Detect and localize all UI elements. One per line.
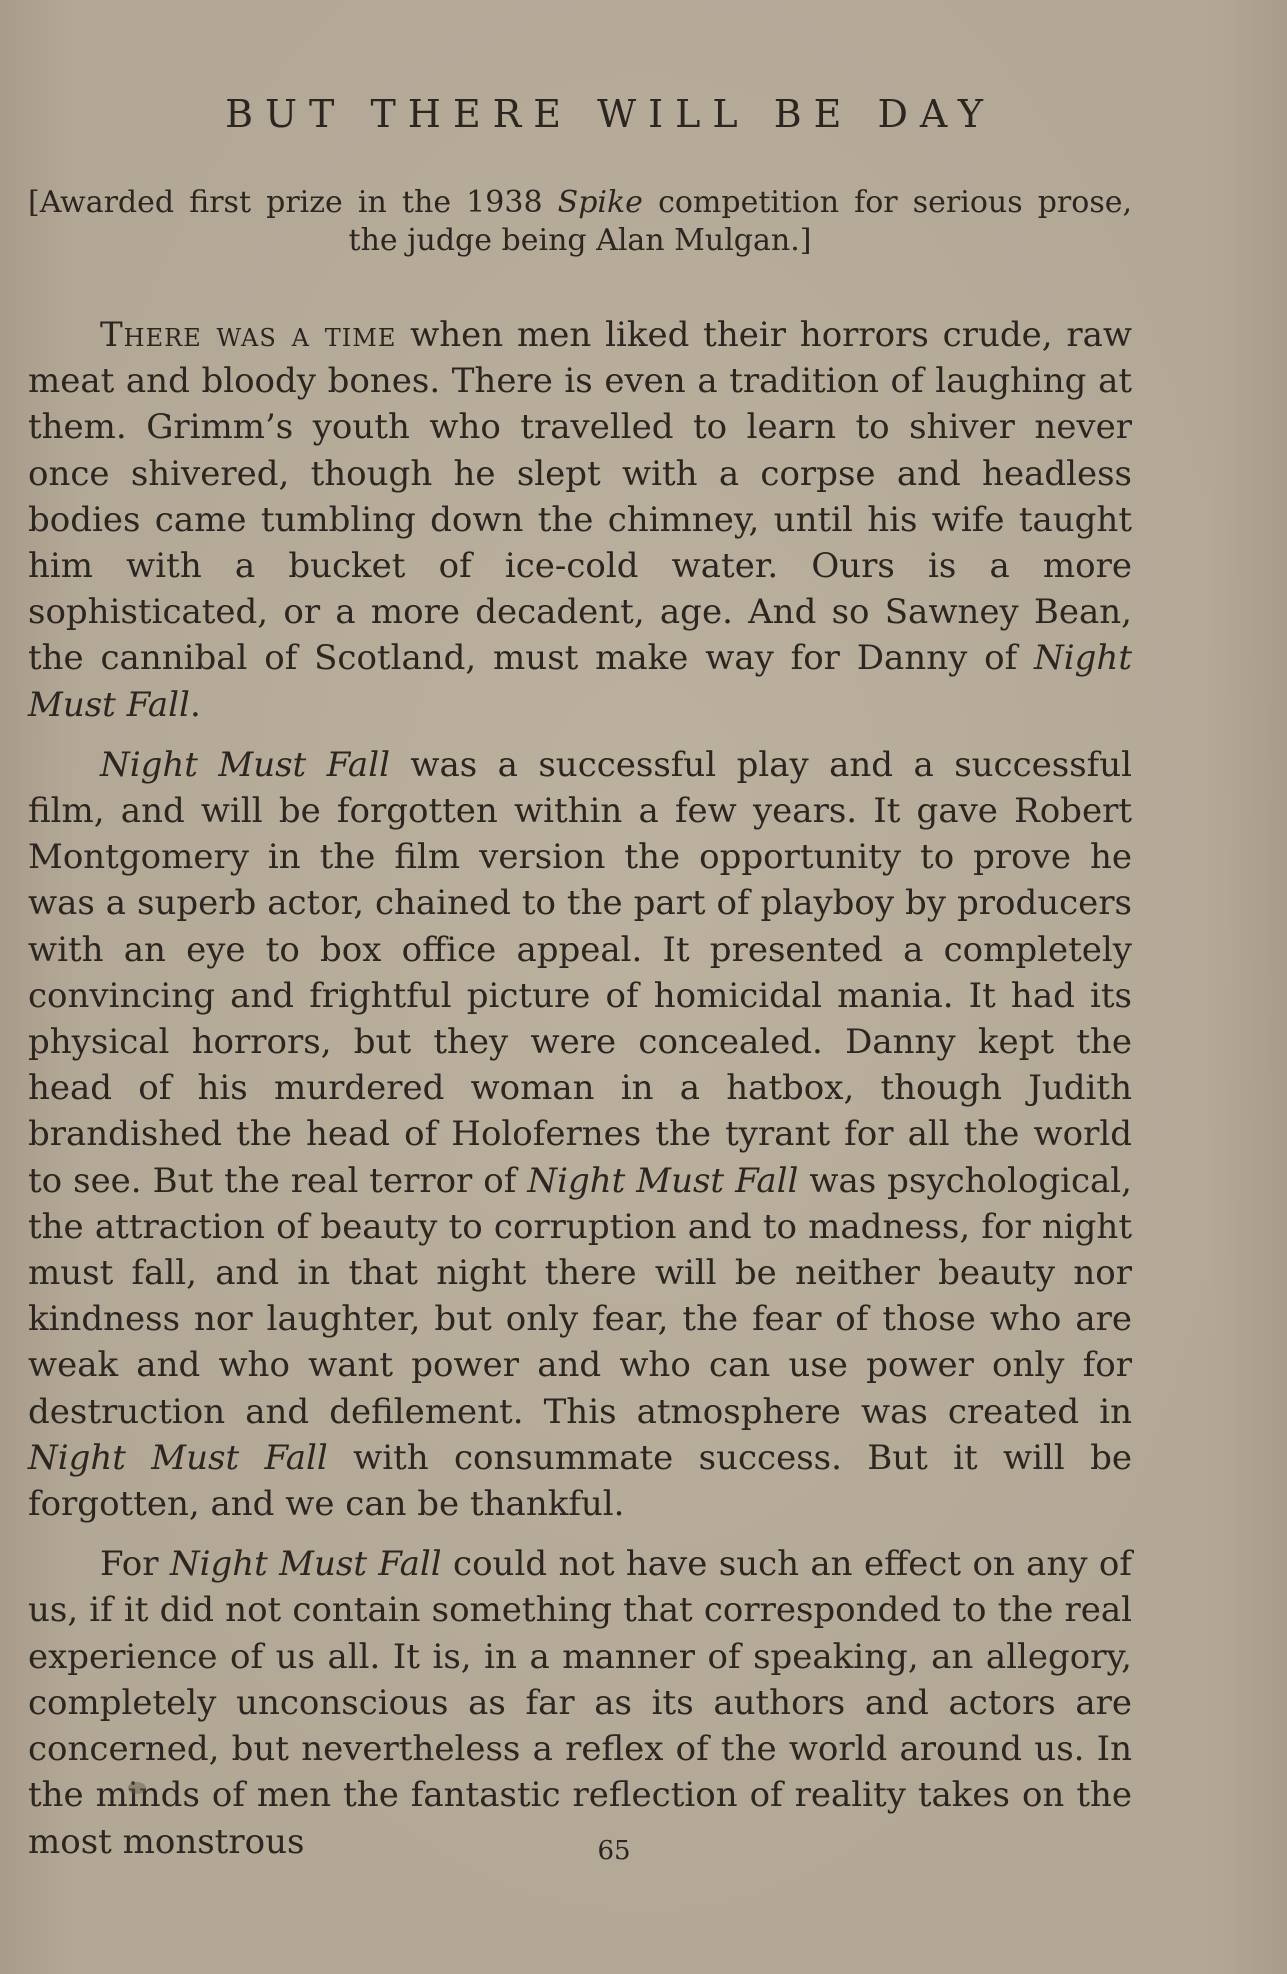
title-italic: Night Must Fall <box>527 1160 799 1201</box>
title-italic: Night Must Fall <box>28 638 1132 725</box>
title-italic: Night Must Fall <box>100 744 390 785</box>
book-page <box>28 92 1132 1865</box>
opening-small-caps: There was a time <box>100 315 397 355</box>
running-head: BUT THERE WILL BE DAY <box>225 92 995 136</box>
page-number: 65 <box>597 1836 631 1866</box>
paragraph-2: Night Must Fall was a successful play and a successful film, and will be forgotten within a few years. It gave Robert Montgomery in the film version the opportunity to prove he was a superb actor, chained to the part of playboy by producers with an eye to box office appeal. It presented a completely convincing and frightful picture of homicidal mania. It had its physical horrors, but they were concealed. Danny kept the head of his murdered woman in a hatbox, though Judith brandished the head of Holofernes the tyrant for all the world to see. But the real terror of Night Must Fall was psychological, the attraction of beauty to corruption and to madness, for night must fall, and in that night there will be neither beauty nor kindness nor laughter, but only fear, the fear of those who are weak and who want power and who can use power only for destruction and defilement. This atmosphere was created in Night Must Fall with consummate success. But it will be forgotten, and we can be thankful. <box>28 744 1132 1525</box>
headnote-line-2: the judge being Alan Mulgan.] <box>348 223 812 258</box>
paragraph-3: For Night Must Fall could not have such an effect on any of us, if it did not contain something that corresponded to the real experience of us all. It is, in a manner of speaking, an allegory, completely unconscious as far as its authors and actors are concerned, but nevertheless a reflex of the world around us. In the minds of men the fantastic reflection of reality takes on the most monstrous <box>28 1544 1132 1862</box>
paper-blemish <box>128 1782 146 1794</box>
body-text <box>28 312 1132 1865</box>
headnote <box>28 184 1132 260</box>
headnote-italic: Spike <box>557 185 643 220</box>
title-italic: Night Must Fall <box>169 1544 442 1585</box>
paragraph-1: There was a time when men liked their horrors crude, raw meat and bloody bones. There is even a tradition of laughing at them. Grimm’s youth who travelled to learn to shiver never once shivered, though he slept with a corpse and headless bodies came tumbling down the chimney, until his wife taught him with a bucket of ice-cold water. Ours is a more sophisticated, or a more decadent, age. And so Sawney Bean, the cannibal of Scotland, must make way for Danny of Night Must Fall. <box>28 315 1132 725</box>
headnote-line-1: [Awarded first prize in the 1938 Spike competition for serious prose, <box>28 185 1133 220</box>
title-italic: Night Must Fall <box>28 1437 328 1478</box>
